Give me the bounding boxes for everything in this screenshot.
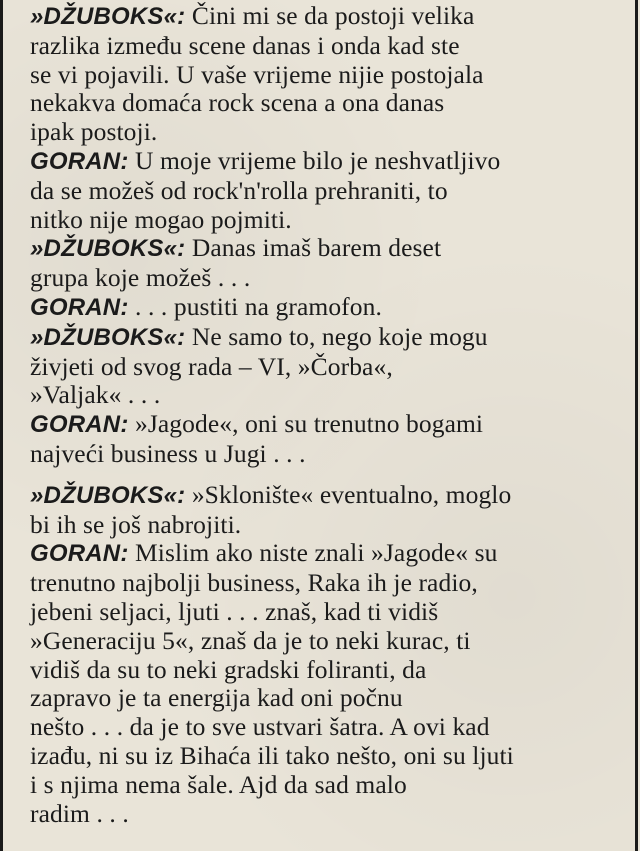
text-line: nekakva domaća rock scena a ona danas [30,88,445,118]
exchange-5 [30,323,620,410]
text-line: vidiš da su to neki gradski foliranti, da [30,654,427,684]
text-line [30,481,620,511]
text-line: najveći business u Jugi . . . [30,438,306,468]
text-line: nitko nije mogao pojmiti. [30,204,292,234]
exchange-3 [30,234,620,293]
speaker-label: GORAN: [30,147,129,175]
exchange-4 [30,293,620,323]
text-line [30,234,620,264]
speaker-label: GORAN: [30,540,129,568]
text-line: jebeni seljaci, ljuti . . . znaš, kad ti vidiš [30,596,439,626]
speaker-label: »DŽUBOKS«: [30,235,186,263]
interview-column [30,2,620,828]
text-line: »Generaciju 5«, znaš da je to neki kurac, ti [30,625,471,655]
text-line: izađu, ni su iz Bihaća ili tako nešto, oni su ljuti [30,740,514,770]
text-segment: Ne samo to, nego koje mogu [185,321,488,351]
text-line: bi ih se još nabrojiti. [30,509,242,539]
text-segment: »Sklonište« eventualno, moglo [185,479,512,509]
exchange-8 [30,539,620,828]
text-line: i s njima nema šale. Ajd da sad malo [30,769,407,799]
speaker-label: »DŽUBOKS«: [30,3,186,30]
exchange-2 [30,147,620,234]
speaker-label: »DŽUBOKS«: [30,323,186,351]
text-line: »Valjak« . . . [30,380,161,410]
speaker-label: GORAN: [30,293,129,321]
text-line: grupa koje možeš . . . [30,263,251,293]
left-column-rule [0,0,3,851]
text-line [30,293,620,323]
exchange-7 [30,481,620,540]
text-line [30,323,620,353]
text-line: nešto . . . da je to sve ustvari šatra. A ovi kad [30,712,490,742]
text-line: da se možeš od rock'n'rolla prehraniti, to [30,175,448,205]
right-column-rule [635,0,638,851]
text-line: živjeti od svog rada – VI, »Čorba«, [30,351,393,381]
text-line [30,539,620,569]
text-line [30,410,620,440]
text-line: razlika između scene danas i onda kad ste [30,30,460,60]
text-segment: Danas imaš barem deset [185,233,442,263]
text-segment: Mislim ako niste znali »Jagode« su [128,538,498,568]
text-segment: Čini mi se da postoji velika [185,1,475,30]
text-line [30,147,620,177]
exchange-6 [30,410,620,469]
speaker-label: »DŽUBOKS«: [30,481,186,509]
exchange-1 [30,2,620,147]
text-line: trenutno najbolji business, Raka ih je radio, [30,568,478,598]
text-line: radim . . . [30,798,129,828]
text-line: ipak postoji. [30,117,158,147]
text-line [30,2,620,32]
text-line: se vi pojavili. U vaše vrijeme nijie postojala [30,59,484,89]
text-segment: . . . pustiti na gramofon. [128,291,382,321]
text-line: zapravo je ta energija kad oni počnu [30,683,403,713]
text-segment: U moje vrijeme bilo je neshvatljivo [128,145,501,175]
text-segment: »Jagode«, oni su trenutno bogami [128,409,484,439]
speaker-label: GORAN: [30,411,129,439]
